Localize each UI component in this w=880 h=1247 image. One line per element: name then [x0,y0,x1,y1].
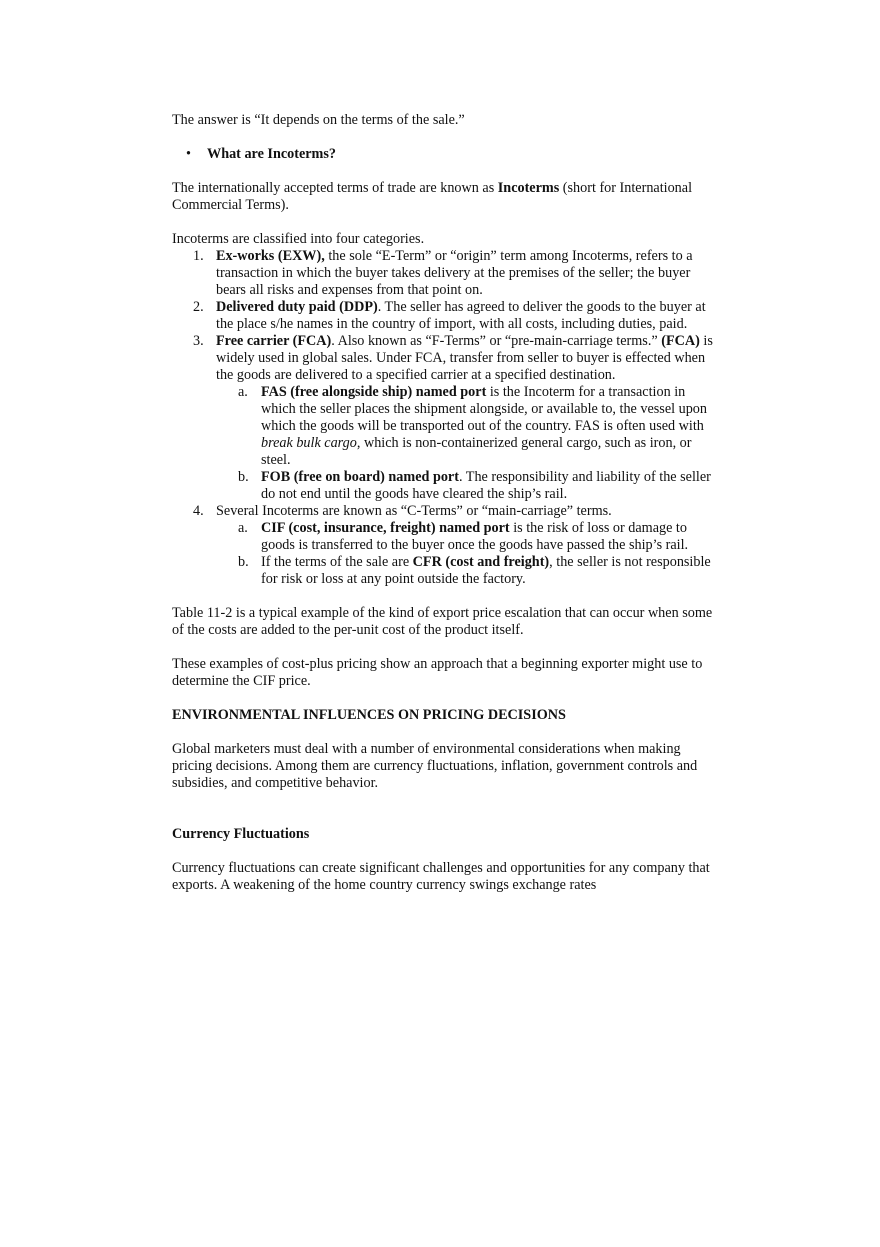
list-item [172,503,717,588]
list-item-number: 2. [193,299,204,315]
sub-list-item [216,469,717,503]
list-item-text: the sole “E-Term” or “origin” term among Incoterms, refers to a transaction in which the buyer takes delivery at the premises of the seller; the buyer bears all risks and expenses from that point on. [216,248,693,298]
c-terms-sub-list [216,520,717,588]
sub-list-item-text-end: , which is non-containerized general cargo, such as iron, or steel. [261,435,692,468]
classification-intro: Incoterms are classified into four categories. [172,231,425,247]
list-item-term-secondary: (FCA) [661,333,700,349]
cost-plus-note: These examples of cost-plus pricing show an approach that a beginning exporter might use to determine the CIF price. [172,656,703,689]
incoterms-def-term: Incoterms [497,180,560,196]
bullet-question-text: What are Incoterms? [207,146,336,162]
incoterms-def-post: (short for International Commercial Terms). [172,180,693,213]
section-heading: ENVIRONMENTAL INFLUENCES ON PRICING DECISIONS [172,707,566,723]
subsection-body: Currency fluctuations can create significant challenges and opportunities for any company that exports. A weakening of the home country currency swings exchange rates [172,860,710,893]
sub-list-item [216,554,717,588]
sub-list-item-term: FAS (free alongside ship) named port [261,384,487,400]
sub-list-item-italic: break bulk cargo [261,435,357,451]
incoterms-category-list [172,248,717,588]
list-item-text: . The seller has agreed to deliver the goods to the buyer at the place s/he names in the country of import, with all costs, including duties, paid. [216,299,706,332]
list-item-term: Delivered duty paid (DDP) [216,299,378,315]
list-item-term: Ex-works (EXW), [216,248,325,264]
sub-list-item-term: CFR (cost and freight) [412,554,550,570]
fca-sub-list [216,384,717,503]
subsection-heading: Currency Fluctuations [172,826,310,842]
list-item-term: Free carrier (FCA) [216,333,332,349]
sub-list-item-text: , the seller is not responsible for risk or loss at any point outside the factory. [261,554,711,587]
list-item [172,299,717,333]
list-item [172,248,717,299]
sub-list-item-letter: a. [238,384,248,400]
sub-list-item-term: FOB (free on board) named port [261,469,459,485]
list-item-number: 3. [193,333,204,349]
list-item-text: . Also known as “F-Terms” or “pre-main-carriage terms.” [331,333,662,349]
sub-list-item-text: . The responsibility and liability of the seller do not end until the goods have cleared the ship’s rail. [261,469,711,502]
section-body: Global marketers must deal with a number of environmental considerations when making pricing decisions. Among them are currency fluctuations, inflation, government controls and subsidies, and competitive behavior. [172,741,698,791]
sub-list-item-term: CIF (cost, insurance, freight) named port [261,520,510,536]
sub-list-item-letter: b. [238,554,249,570]
incoterms-def-pre: The internationally accepted terms of trade are known as [172,180,498,196]
incoterms-definition [172,180,717,214]
list-item-text-secondary: is widely used in global sales. Under FCA, transfer from seller to buyer is effected when the goods are delivered to a specified carrier at a specified destination. [216,333,713,383]
bullet-question [172,146,717,163]
list-item-text: Several Incoterms are known as “C-Terms” or “main-carriage” terms. [216,503,612,519]
list-item-number: 1. [193,248,204,264]
table-note: Table 11-2 is a typical example of the kind of export price escalation that can occur when some of the costs are added to the per-unit cost of the product itself. [172,605,713,638]
sub-list-item-pre: If the terms of the sale are [261,554,413,570]
list-item-number: 4. [193,503,204,519]
document-page [172,112,717,894]
sub-list-item-letter: b. [238,469,249,485]
sub-list-item-letter: a. [238,520,248,536]
sub-list-item [216,384,717,469]
sub-list-item-text: is the risk of loss or damage to goods is transferred to the buyer once the goods have passed the ship’s rail. [261,520,689,553]
sub-list-item-text: is the Incoterm for a transaction in which the seller places the shipment alongside, or available to, the vessel upon which the goods will be transported out of the country. FAS is often used with [261,384,707,434]
sub-list-item [216,520,717,554]
intro-answer: The answer is “It depends on the terms of the sale.” [172,112,465,128]
list-item [172,333,717,503]
bullet-icon: • [186,146,191,162]
